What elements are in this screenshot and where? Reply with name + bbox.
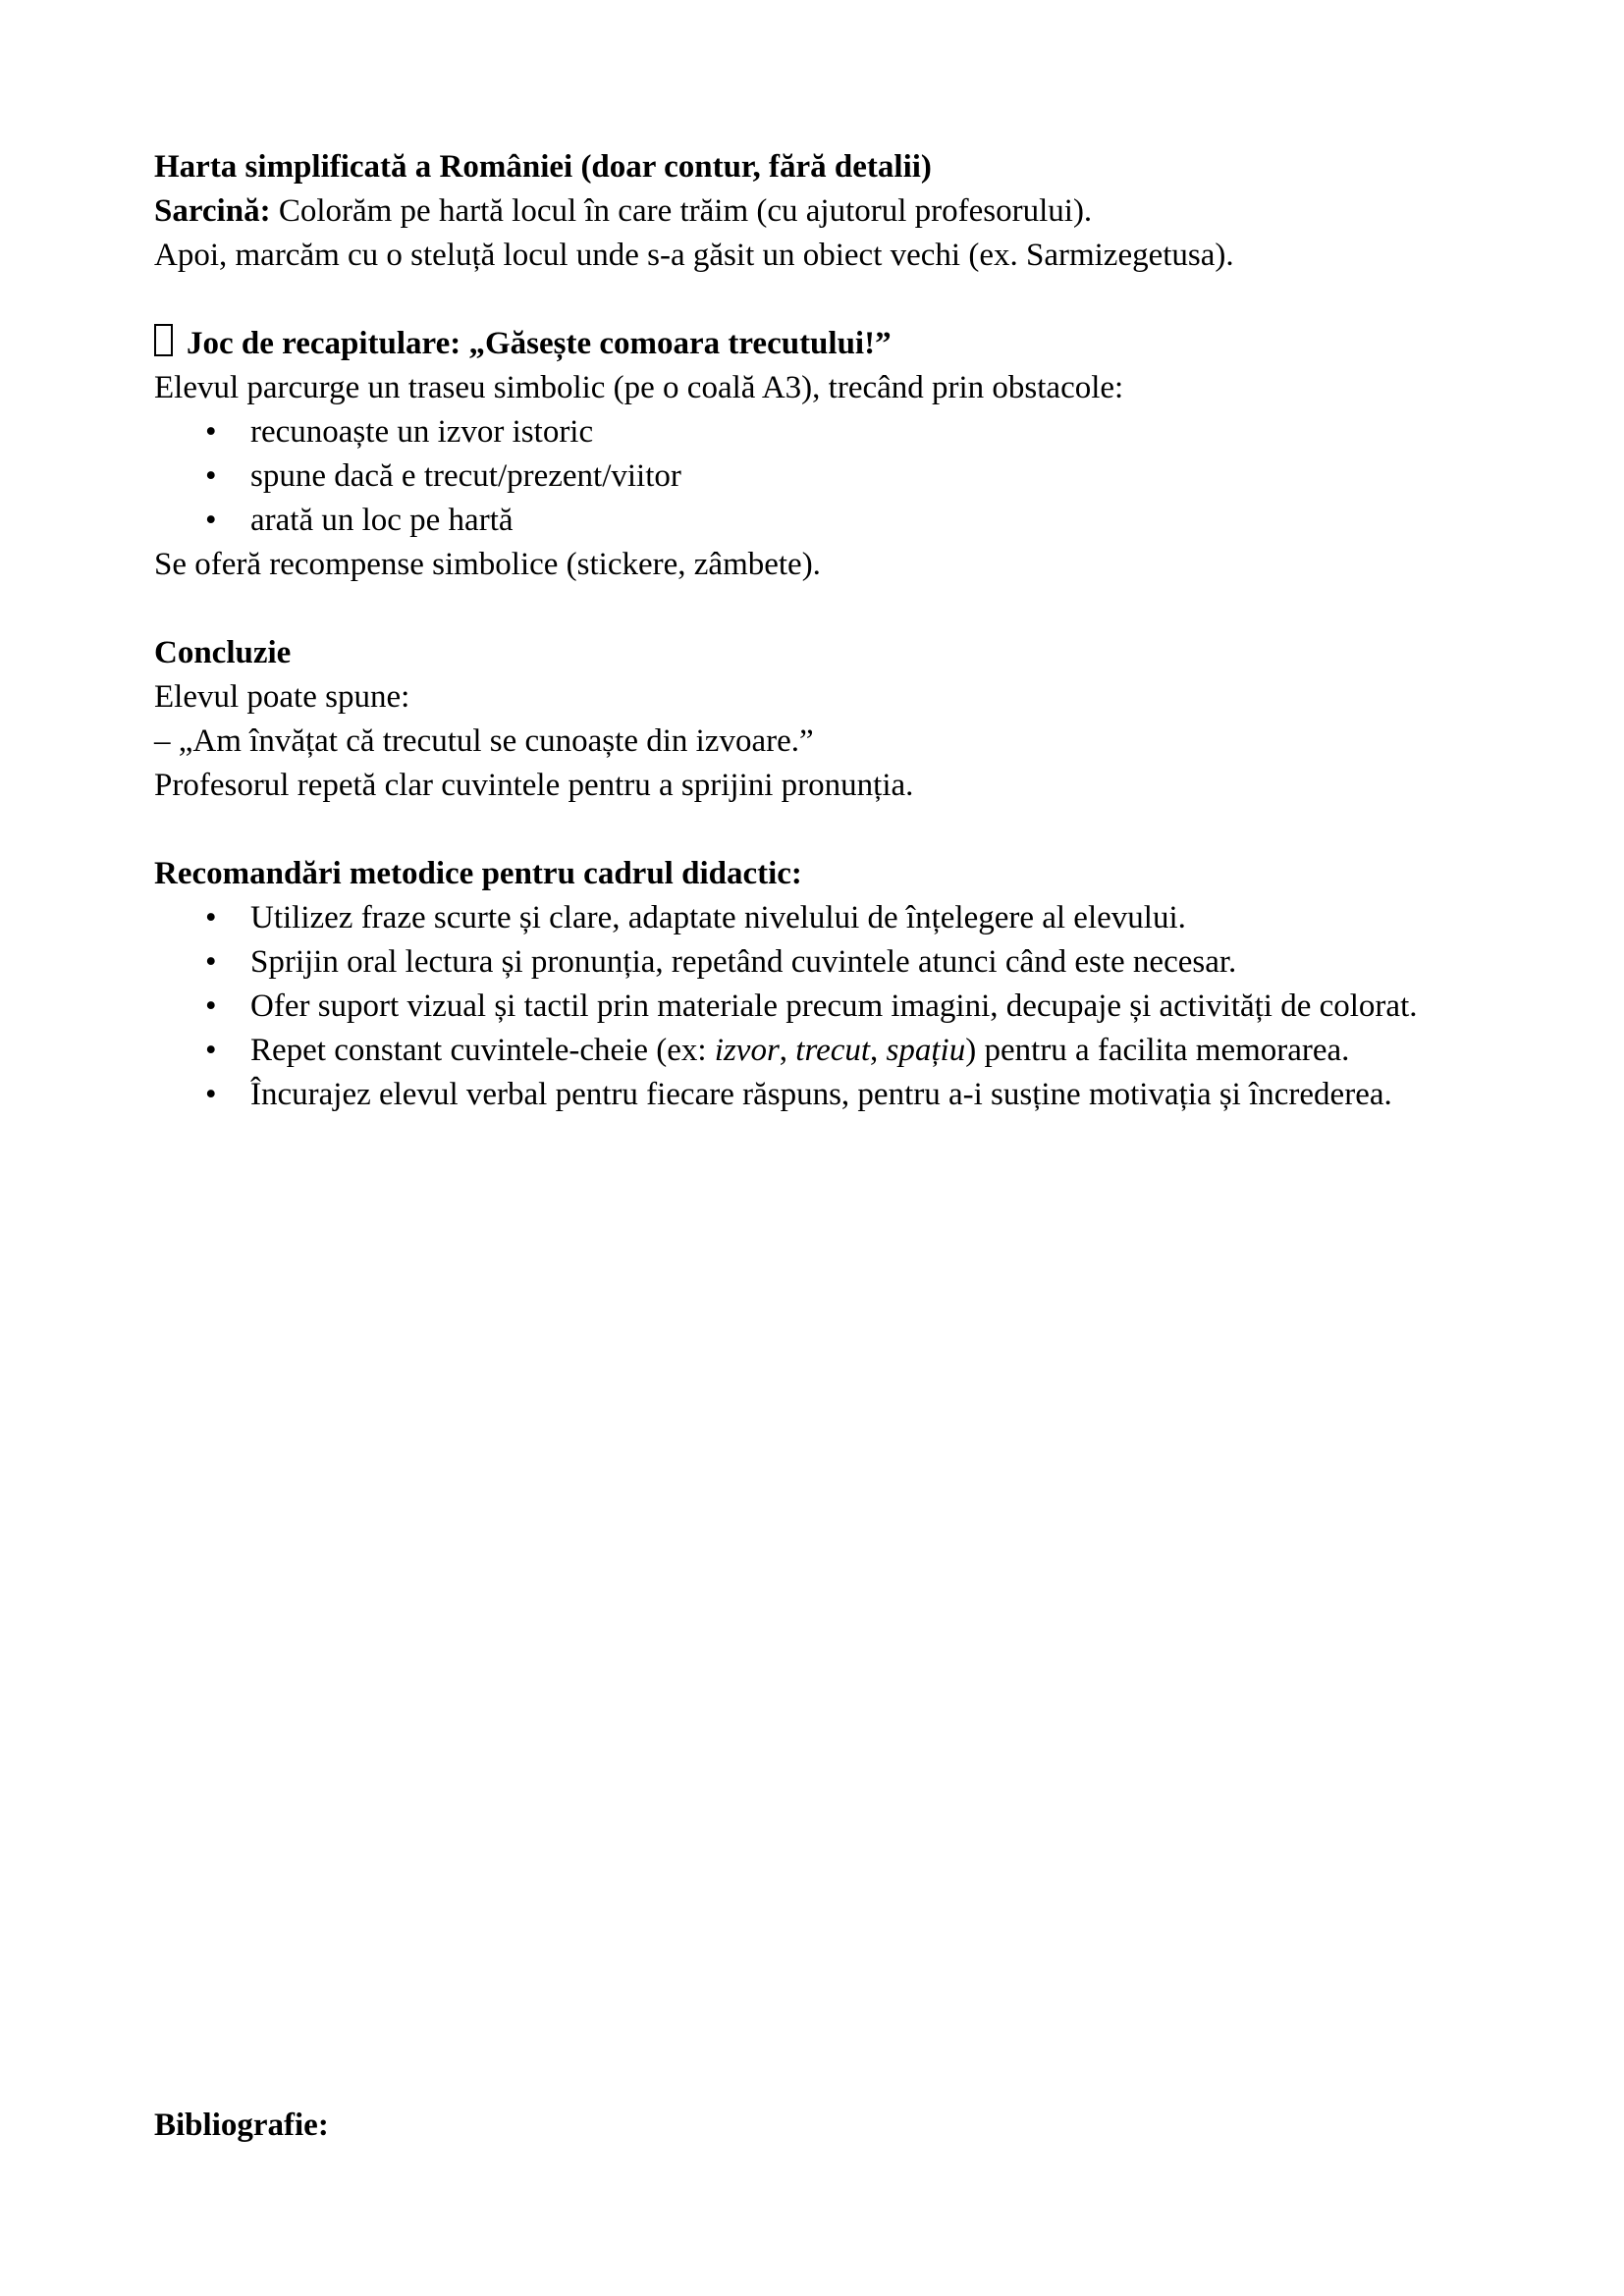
list-item-segment: Repet constant cuvintele-cheie (ex: <box>250 1033 715 1068</box>
keyword-italic: izvor <box>714 1033 780 1068</box>
list-item-text <box>250 1033 1349 1068</box>
bullet-icon: • <box>205 458 217 494</box>
missing-emoji-glyph-icon <box>154 324 173 356</box>
list-item <box>154 454 1477 499</box>
list-item <box>154 1029 1477 1073</box>
list-item <box>154 410 1477 454</box>
joc-intro-paragraph: Elevul parcurge un traseu simbolic (pe o coală A3), trecând prin obstacole: <box>154 370 1124 405</box>
list-item-text: Ofer suport vizual și tactil prin materiale precum imagini, decupaje și activități de colorat. <box>250 988 1418 1024</box>
sarcina-paragraph <box>154 189 1477 234</box>
concluzie-section-heading: Concluzie <box>154 635 292 670</box>
sarcina-label: Sarcină: <box>154 193 271 229</box>
bullet-icon: • <box>205 1077 217 1112</box>
bullet-icon: • <box>205 503 217 538</box>
blank-line <box>154 278 1477 322</box>
list-item-text: arată un loc pe hartă <box>250 503 514 538</box>
bullet-icon: • <box>205 988 217 1024</box>
empty-space <box>154 1117 1477 2104</box>
blank-line <box>154 808 1477 852</box>
keyword-italic: spațiu <box>886 1033 966 1068</box>
recomandari-section-heading: Recomandări metodice pentru cadrul didactic: <box>154 856 802 891</box>
bullet-icon: • <box>205 944 217 980</box>
bullet-icon: • <box>205 414 217 450</box>
apoi-paragraph: Apoi, marcăm cu o steluță locul unde s-a găsit un obiect vechi (ex. Sarmizegetusa). <box>154 238 1234 273</box>
list-item-text: Utilizez fraze scurte și clare, adaptate nivelului de înțelegere al elevului. <box>250 900 1186 935</box>
list-item-segment: ) pentru a facilita memorarea. <box>965 1033 1350 1068</box>
document-content <box>154 145 1477 2148</box>
joc-heading-text: Joc de recapitulare: „Găsește comoara trecutului!” <box>187 326 892 361</box>
list-item-segment: , <box>779 1033 796 1068</box>
blank-line <box>154 587 1477 631</box>
list-item <box>154 985 1477 1029</box>
joc-outro-paragraph: Se oferă recompense simbolice (stickere, zâmbete). <box>154 547 821 582</box>
bibliografie-section-heading: Bibliografie: <box>154 2108 329 2143</box>
concluzie-quote: – „Am învățat că trecutul se cunoaște din izvoare.” <box>154 723 814 759</box>
bullet-icon: • <box>205 1033 217 1068</box>
bullet-icon: • <box>205 900 217 935</box>
list-item <box>154 1073 1477 1117</box>
list-item-text: Sprijin oral lectura și pronunția, repetând cuvintele atunci când este necesar. <box>250 944 1237 980</box>
sarcina-text: Colorăm pe hartă locul în care trăim (cu ajutorul profesorului). <box>270 193 1093 229</box>
concluzie-paragraph-2: Profesorul repetă clar cuvintele pentru a sprijini pronunția. <box>154 768 914 803</box>
list-item <box>154 896 1477 940</box>
list-item <box>154 499 1477 543</box>
list-item-segment: , <box>870 1033 887 1068</box>
list-item-text: spune dacă e trecut/prezent/viitor <box>250 458 681 494</box>
concluzie-paragraph-1: Elevul poate spune: <box>154 679 410 715</box>
harta-section-title: Harta simplificată a României (doar contur, fără detalii) <box>154 149 932 185</box>
list-item <box>154 940 1477 985</box>
keyword-italic: trecut <box>795 1033 871 1068</box>
list-item-text: recunoaște un izvor istoric <box>250 414 594 450</box>
list-item-text: Încurajez elevul verbal pentru fiecare răspuns, pentru a-i susține motivația și încrederea. <box>250 1077 1392 1112</box>
joc-section-heading <box>154 322 1477 366</box>
